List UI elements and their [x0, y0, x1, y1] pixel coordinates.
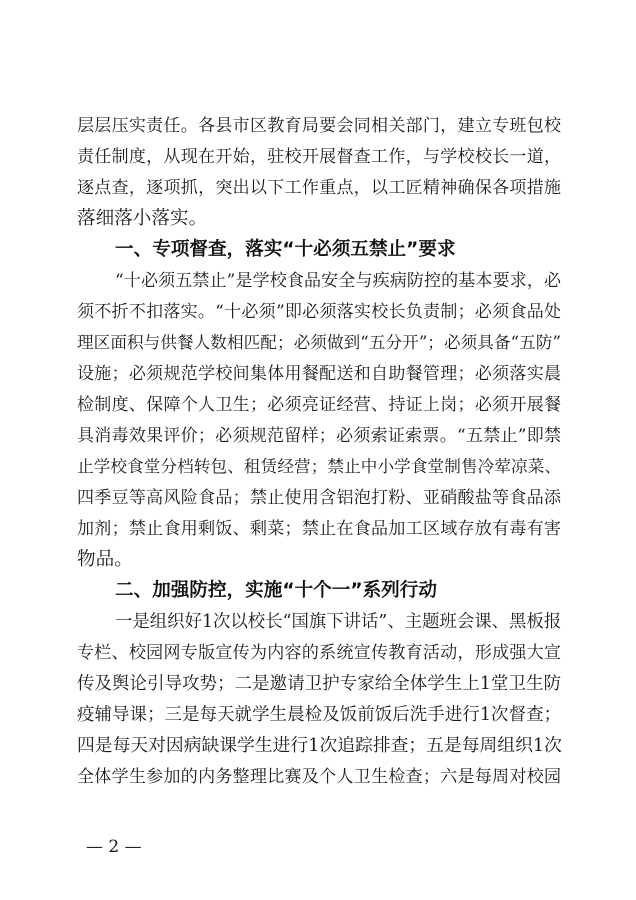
- intro-line-3: 逐点查，逐项抓，突出以下工作重点，以工匠精神确保各项措施: [77, 178, 561, 198]
- section-2-line-1: 一是组织好1次以校长“国旗下讲话”、主题班会课、黑板报: [115, 612, 562, 632]
- section-1-line-7: 止学校食堂分档转包、租赁经营；禁止中小学食堂制售冷荤凉菜、: [77, 457, 561, 476]
- section-1-line-8: 四季豆等高风险食品；禁止使用含铝泡打粉、亚硝酸盐等食品添: [77, 488, 561, 508]
- section-1-line-3: 理区面积与供餐人数相匹配；必须做到“五分开”；必须具备“五防”: [77, 333, 561, 352]
- section-2-line-6: 全体学生参加的内务整理比赛及个人卫生检查；六是每周对校园: [77, 767, 561, 787]
- section-1-line-1: “十必须五禁止”是学校食品安全与疾病防控的基本要求，必: [115, 271, 561, 291]
- section-2-line-4: 疫辅导课；三是每天就学生晨检及饭前饭后洗手进行1次督查；: [77, 705, 561, 725]
- intro-line-1: 层层压实责任。各县市区教育局要会同相关部门，建立专班包校: [77, 116, 561, 136]
- section-2-line-5: 四是每天对因病缺课学生进行1次追踪排查；五是每周组织1次: [77, 735, 562, 756]
- page-number: — 2 —: [86, 837, 142, 857]
- section-1-line-10: 物品。: [77, 549, 133, 570]
- section-1-heading: 一、专项督查，落实“十必须五禁止”要求: [115, 239, 456, 260]
- section-2-heading: 二、加强防控，实施“十个一”系列行动: [115, 580, 437, 601]
- section-1-line-6: 具消毒效果评价；必须规范留样；必须索证索票。“五禁止”即禁: [77, 426, 561, 446]
- section-2-line-2: 专栏、校园网专版宣传为内容的系统宣传教育活动，形成强大宣: [77, 643, 561, 663]
- section-2-line-3: 传及舆论引导攻势；二是邀请卫护专家给全体学生上1堂卫生防: [77, 674, 561, 694]
- section-1-line-5: 检制度、保障个人卫生；必须亮证经营、持证上岗；必须开展餐: [77, 395, 561, 415]
- intro-line-4: 落细落小落实。: [77, 208, 208, 229]
- section-1-line-2: 须不折不扣落实。“十必须”即必须落实校长负责制；必须食品处: [77, 302, 561, 322]
- section-1-line-4: 设施；必须规范学校间集体用餐配送和自助餐管理；必须落实晨: [77, 364, 561, 384]
- intro-line-2: 责任制度，从现在开始，驻校开展督查工作，与学校校长一道，: [77, 147, 561, 167]
- section-1-line-9: 加剂；禁止食用剩饭、剩菜；禁止在食品加工区域存放有毒有害: [77, 519, 561, 539]
